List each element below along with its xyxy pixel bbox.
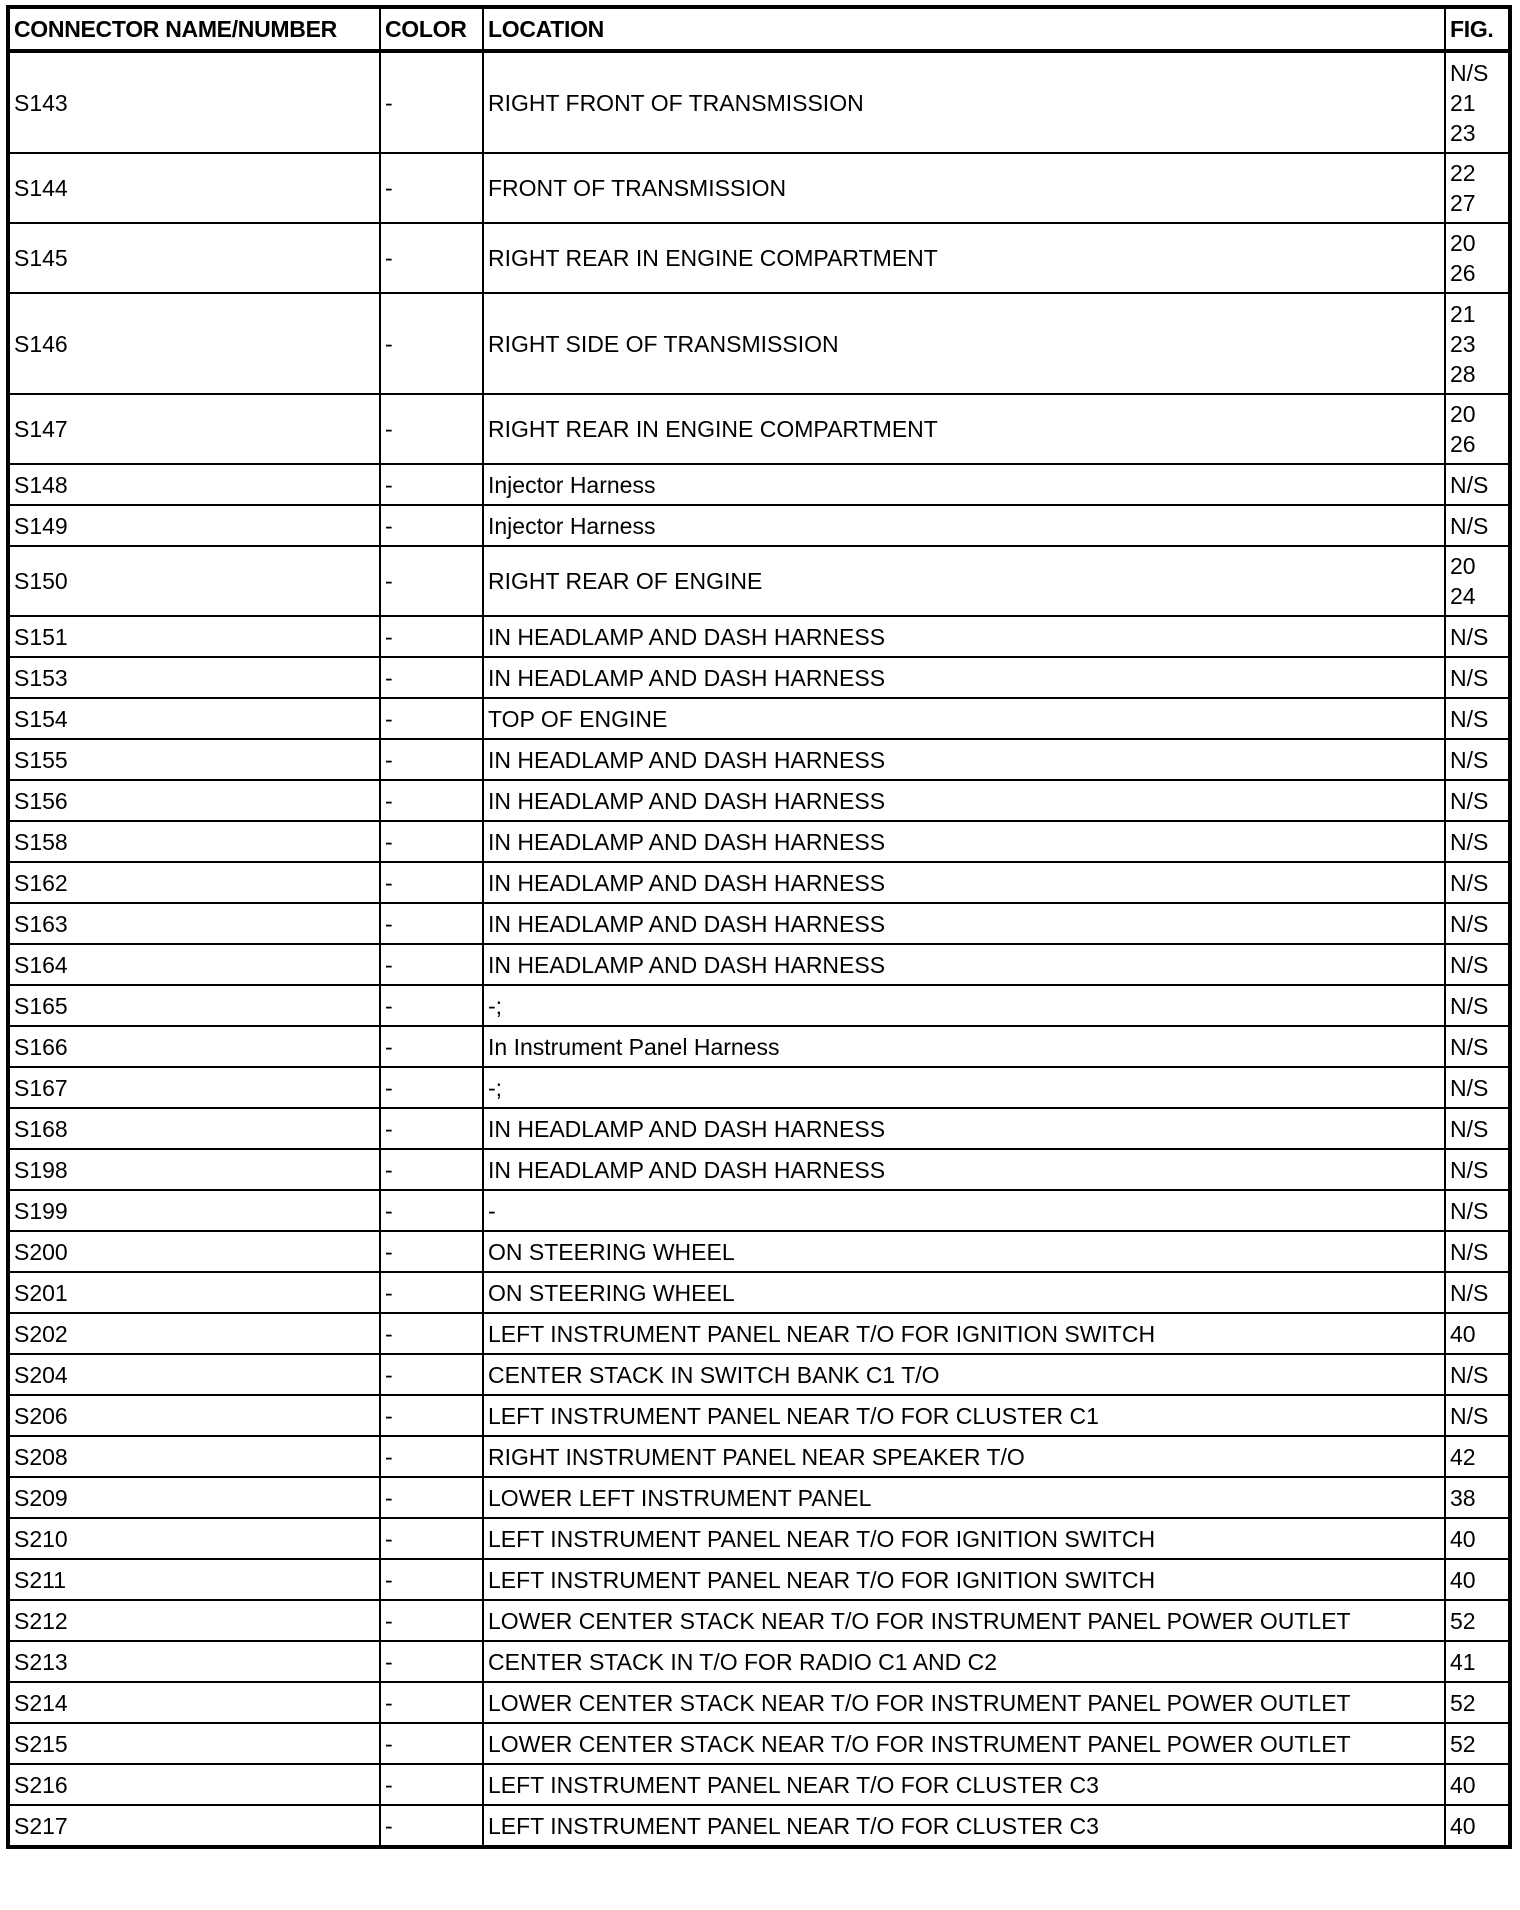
fig-cell [1445, 51, 1510, 153]
color-cell: - [380, 1354, 483, 1395]
location-cell: RIGHT SIDE OF TRANSMISSION [483, 293, 1445, 394]
fig-cell [1445, 1149, 1510, 1190]
fig-cell [1445, 616, 1510, 657]
table-row [8, 821, 1510, 862]
connector-table [6, 5, 1512, 1849]
fig-reference: 40 [1450, 1566, 1476, 1593]
table-row [8, 1764, 1510, 1805]
location-cell: RIGHT FRONT OF TRANSMISSION [483, 51, 1445, 153]
color-cell: - [380, 51, 483, 153]
table-row [8, 1108, 1510, 1149]
connector-name-cell: S214 [8, 1682, 380, 1723]
location-cell: IN HEADLAMP AND DASH HARNESS [483, 657, 1445, 698]
connector-name-cell: S164 [8, 944, 380, 985]
fig-reference: 52 [1450, 1730, 1476, 1757]
table-row [8, 1354, 1510, 1395]
connector-name-cell: S166 [8, 1026, 380, 1067]
color-cell: - [380, 1723, 483, 1764]
fig-reference: 23 [1450, 119, 1476, 146]
location-cell: RIGHT REAR IN ENGINE COMPARTMENT [483, 223, 1445, 293]
fig-cell [1445, 1354, 1510, 1395]
fig-reference: N/S [1450, 1361, 1489, 1388]
fig-reference: 26 [1450, 431, 1476, 457]
color-cell: - [380, 1805, 483, 1847]
location-cell: IN HEADLAMP AND DASH HARNESS [483, 821, 1445, 862]
connector-name-cell: S149 [8, 505, 380, 546]
connector-name-cell: S162 [8, 862, 380, 903]
table-row [8, 293, 1510, 394]
location-cell: IN HEADLAMP AND DASH HARNESS [483, 1149, 1445, 1190]
color-cell: - [380, 1559, 483, 1600]
table-row [8, 1067, 1510, 1108]
location-cell: IN HEADLAMP AND DASH HARNESS [483, 1108, 1445, 1149]
connector-name-cell: S163 [8, 903, 380, 944]
fig-reference: N/S [1450, 828, 1489, 855]
fig-reference: N/S [1450, 1115, 1489, 1142]
table-row [8, 153, 1510, 223]
color-cell: - [380, 698, 483, 739]
fig-cell [1445, 780, 1510, 821]
fig-reference: N/S [1450, 787, 1489, 814]
fig-reference: N/S [1450, 1238, 1489, 1265]
header-fig: FIG. [1445, 7, 1510, 51]
connector-name-cell: S150 [8, 546, 380, 616]
location-cell: LEFT INSTRUMENT PANEL NEAR T/O FOR CLUSTER C1 [483, 1395, 1445, 1436]
color-cell: - [380, 1395, 483, 1436]
connector-name-cell: S148 [8, 464, 380, 505]
fig-reference: N/S [1450, 1156, 1489, 1183]
color-cell: - [380, 1641, 483, 1682]
location-cell: TOP OF ENGINE [483, 698, 1445, 739]
location-cell: IN HEADLAMP AND DASH HARNESS [483, 903, 1445, 944]
fig-cell [1445, 505, 1510, 546]
fig-reference: 24 [1450, 583, 1476, 609]
location-cell: ON STEERING WHEEL [483, 1272, 1445, 1313]
fig-reference: 28 [1450, 360, 1476, 387]
table-body [8, 51, 1510, 1847]
table-row [8, 1395, 1510, 1436]
fig-reference: 42 [1450, 1443, 1476, 1470]
location-cell: IN HEADLAMP AND DASH HARNESS [483, 739, 1445, 780]
fig-cell [1445, 1272, 1510, 1313]
table-header-row [8, 7, 1510, 51]
fig-reference: 26 [1450, 260, 1476, 286]
connector-name-cell: S151 [8, 616, 380, 657]
color-cell: - [380, 657, 483, 698]
connector-name-cell: S206 [8, 1395, 380, 1436]
table-row [8, 698, 1510, 739]
connector-name-cell: S213 [8, 1641, 380, 1682]
location-cell: IN HEADLAMP AND DASH HARNESS [483, 862, 1445, 903]
table-row [8, 862, 1510, 903]
fig-reference: 20 [1450, 230, 1476, 256]
location-cell: LEFT INSTRUMENT PANEL NEAR T/O FOR IGNITION SWITCH [483, 1313, 1445, 1354]
fig-reference: N/S [1450, 910, 1489, 937]
connector-name-cell: S202 [8, 1313, 380, 1354]
color-cell: - [380, 821, 483, 862]
fig-reference: N/S [1450, 623, 1489, 650]
connector-name-cell: S145 [8, 223, 380, 293]
fig-reference: 52 [1450, 1607, 1476, 1634]
connector-name-cell: S208 [8, 1436, 380, 1477]
fig-reference: N/S [1450, 746, 1489, 773]
fig-cell [1445, 1231, 1510, 1272]
color-cell: - [380, 616, 483, 657]
connector-name-cell: S215 [8, 1723, 380, 1764]
table-row [8, 1313, 1510, 1354]
fig-reference: N/S [1450, 992, 1489, 1019]
color-cell: - [380, 1600, 483, 1641]
connector-name-cell: S204 [8, 1354, 380, 1395]
table-row [8, 1723, 1510, 1764]
connector-name-cell: S212 [8, 1600, 380, 1641]
fig-cell [1445, 1108, 1510, 1149]
table-row [8, 1600, 1510, 1641]
table-row [8, 1805, 1510, 1847]
color-cell: - [380, 546, 483, 616]
location-cell: LOWER CENTER STACK NEAR T/O FOR INSTRUMENT PANEL POWER OUTLET [483, 1682, 1445, 1723]
connector-name-cell: S210 [8, 1518, 380, 1559]
fig-reference: N/S [1450, 59, 1489, 86]
location-cell: In Instrument Panel Harness [483, 1026, 1445, 1067]
location-cell: ON STEERING WHEEL [483, 1231, 1445, 1272]
table-row [8, 464, 1510, 505]
fig-cell [1445, 546, 1510, 616]
fig-cell [1445, 1026, 1510, 1067]
location-cell: -; [483, 1067, 1445, 1108]
connector-name-cell: S168 [8, 1108, 380, 1149]
table-row [8, 223, 1510, 293]
table-row [8, 903, 1510, 944]
color-cell: - [380, 1313, 483, 1354]
location-cell: RIGHT REAR IN ENGINE COMPARTMENT [483, 394, 1445, 464]
header-color: COLOR [380, 7, 483, 51]
color-cell: - [380, 1108, 483, 1149]
table-row [8, 1682, 1510, 1723]
color-cell: - [380, 464, 483, 505]
location-cell: RIGHT REAR OF ENGINE [483, 546, 1445, 616]
location-cell: - [483, 1190, 1445, 1231]
color-cell: - [380, 1067, 483, 1108]
location-cell: IN HEADLAMP AND DASH HARNESS [483, 616, 1445, 657]
color-cell: - [380, 1231, 483, 1272]
fig-cell [1445, 985, 1510, 1026]
connector-name-cell: S153 [8, 657, 380, 698]
connector-name-cell: S154 [8, 698, 380, 739]
fig-reference: N/S [1450, 1074, 1489, 1101]
fig-cell [1445, 862, 1510, 903]
fig-reference: 40 [1450, 1320, 1476, 1347]
fig-reference: N/S [1450, 951, 1489, 978]
connector-name-cell: S165 [8, 985, 380, 1026]
fig-reference: 22 [1450, 160, 1476, 186]
connector-name-cell: S198 [8, 1149, 380, 1190]
fig-reference: N/S [1450, 869, 1489, 896]
color-cell: - [380, 1436, 483, 1477]
fig-cell [1445, 293, 1510, 394]
table-row [8, 51, 1510, 153]
fig-reference: 20 [1450, 401, 1476, 427]
header-connector-name: CONNECTOR NAME/NUMBER [8, 7, 380, 51]
connector-name-cell: S211 [8, 1559, 380, 1600]
table-row [8, 1641, 1510, 1682]
connector-name-cell: S155 [8, 739, 380, 780]
table-row [8, 1518, 1510, 1559]
fig-reference: 21 [1450, 89, 1476, 116]
color-cell: - [380, 1149, 483, 1190]
fig-cell [1445, 1477, 1510, 1518]
fig-cell [1445, 1559, 1510, 1600]
fig-reference: N/S [1450, 664, 1489, 691]
color-cell: - [380, 1272, 483, 1313]
connector-name-cell: S167 [8, 1067, 380, 1108]
color-cell: - [380, 394, 483, 464]
fig-reference: 21 [1450, 300, 1476, 327]
header-location: LOCATION [483, 7, 1445, 51]
location-cell: RIGHT INSTRUMENT PANEL NEAR SPEAKER T/O [483, 1436, 1445, 1477]
fig-reference: 41 [1450, 1648, 1476, 1675]
location-cell: IN HEADLAMP AND DASH HARNESS [483, 944, 1445, 985]
color-cell: - [380, 1518, 483, 1559]
location-cell: LOWER CENTER STACK NEAR T/O FOR INSTRUMENT PANEL POWER OUTLET [483, 1600, 1445, 1641]
table-row [8, 1149, 1510, 1190]
fig-cell [1445, 394, 1510, 464]
table-row [8, 505, 1510, 546]
table-row [8, 657, 1510, 698]
fig-cell [1445, 223, 1510, 293]
fig-cell [1445, 1805, 1510, 1847]
color-cell: - [380, 293, 483, 394]
connector-name-cell: S146 [8, 293, 380, 394]
fig-reference: 23 [1450, 330, 1476, 357]
fig-reference: N/S [1450, 512, 1489, 539]
location-cell: FRONT OF TRANSMISSION [483, 153, 1445, 223]
connector-name-cell: S144 [8, 153, 380, 223]
fig-cell [1445, 1764, 1510, 1805]
color-cell: - [380, 223, 483, 293]
fig-cell [1445, 1313, 1510, 1354]
table-row [8, 739, 1510, 780]
connector-name-cell: S143 [8, 51, 380, 153]
color-cell: - [380, 1477, 483, 1518]
location-cell: -; [483, 985, 1445, 1026]
connector-name-cell: S200 [8, 1231, 380, 1272]
table-row [8, 1436, 1510, 1477]
connector-name-cell: S217 [8, 1805, 380, 1847]
table-row [8, 1026, 1510, 1067]
location-cell: LEFT INSTRUMENT PANEL NEAR T/O FOR IGNITION SWITCH [483, 1559, 1445, 1600]
connector-name-cell: S216 [8, 1764, 380, 1805]
connector-name-cell: S156 [8, 780, 380, 821]
color-cell: - [380, 1190, 483, 1231]
color-cell: - [380, 1764, 483, 1805]
table-row [8, 546, 1510, 616]
fig-cell [1445, 464, 1510, 505]
location-cell: LEFT INSTRUMENT PANEL NEAR T/O FOR CLUSTER C3 [483, 1764, 1445, 1805]
table-row [8, 616, 1510, 657]
table-row [8, 1477, 1510, 1518]
connector-name-cell: S158 [8, 821, 380, 862]
color-cell: - [380, 985, 483, 1026]
fig-reference: 40 [1450, 1771, 1476, 1798]
fig-cell [1445, 657, 1510, 698]
color-cell: - [380, 739, 483, 780]
location-cell: LOWER LEFT INSTRUMENT PANEL [483, 1477, 1445, 1518]
location-cell: Injector Harness [483, 464, 1445, 505]
fig-reference: N/S [1450, 705, 1489, 732]
table-row [8, 780, 1510, 821]
fig-cell [1445, 153, 1510, 223]
connector-name-cell: S209 [8, 1477, 380, 1518]
fig-reference: N/S [1450, 1402, 1489, 1429]
fig-cell [1445, 698, 1510, 739]
table-row [8, 1190, 1510, 1231]
table-row [8, 394, 1510, 464]
table-row [8, 1272, 1510, 1313]
connector-name-cell: S147 [8, 394, 380, 464]
location-cell: LOWER CENTER STACK NEAR T/O FOR INSTRUMENT PANEL POWER OUTLET [483, 1723, 1445, 1764]
location-cell: CENTER STACK IN SWITCH BANK C1 T/O [483, 1354, 1445, 1395]
fig-reference: N/S [1450, 1279, 1489, 1306]
location-cell: LEFT INSTRUMENT PANEL NEAR T/O FOR CLUSTER C3 [483, 1805, 1445, 1847]
color-cell: - [380, 1026, 483, 1067]
fig-reference: 27 [1450, 190, 1476, 216]
fig-reference: 38 [1450, 1484, 1476, 1511]
connector-name-cell: S201 [8, 1272, 380, 1313]
fig-cell [1445, 1395, 1510, 1436]
fig-reference: 20 [1450, 553, 1476, 579]
fig-cell [1445, 903, 1510, 944]
location-cell: LEFT INSTRUMENT PANEL NEAR T/O FOR IGNITION SWITCH [483, 1518, 1445, 1559]
color-cell: - [380, 903, 483, 944]
table-row [8, 944, 1510, 985]
fig-cell [1445, 1436, 1510, 1477]
table-row [8, 1559, 1510, 1600]
fig-cell [1445, 1600, 1510, 1641]
location-cell: Injector Harness [483, 505, 1445, 546]
fig-reference: N/S [1450, 1197, 1489, 1224]
fig-reference: N/S [1450, 1033, 1489, 1060]
fig-cell [1445, 821, 1510, 862]
color-cell: - [380, 1682, 483, 1723]
fig-cell [1445, 1518, 1510, 1559]
fig-cell [1445, 1682, 1510, 1723]
fig-cell [1445, 944, 1510, 985]
table-row [8, 1231, 1510, 1272]
color-cell: - [380, 153, 483, 223]
fig-reference: 40 [1450, 1525, 1476, 1552]
connector-name-cell: S199 [8, 1190, 380, 1231]
color-cell: - [380, 862, 483, 903]
fig-cell [1445, 1723, 1510, 1764]
location-cell: CENTER STACK IN T/O FOR RADIO C1 AND C2 [483, 1641, 1445, 1682]
color-cell: - [380, 944, 483, 985]
fig-reference: N/S [1450, 471, 1489, 498]
fig-reference: 40 [1450, 1812, 1476, 1839]
fig-cell [1445, 1641, 1510, 1682]
fig-reference: 52 [1450, 1689, 1476, 1716]
fig-cell [1445, 1190, 1510, 1231]
table-row [8, 985, 1510, 1026]
color-cell: - [380, 780, 483, 821]
location-cell: IN HEADLAMP AND DASH HARNESS [483, 780, 1445, 821]
color-cell: - [380, 505, 483, 546]
fig-cell [1445, 739, 1510, 780]
fig-cell [1445, 1067, 1510, 1108]
